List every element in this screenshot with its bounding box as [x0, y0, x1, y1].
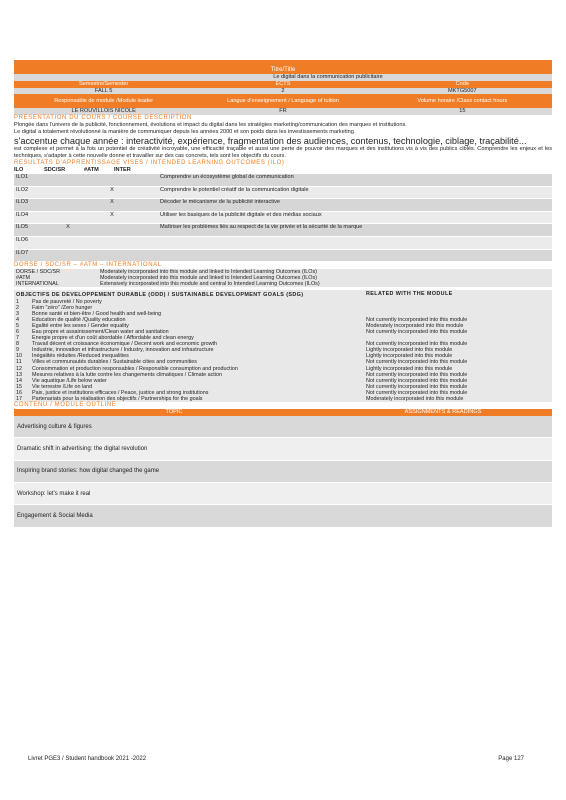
- outcome-id: ILO2: [14, 186, 46, 199]
- legend-text: Moderately incorporated into this module and linked to Intended Learning Outcomes (ILOs): [100, 275, 317, 282]
- syllabus-page: [14, 60, 552, 528]
- sdg-relation: Not currently incorporated into this module: [366, 316, 468, 323]
- presentation-p3: s'accentue chaque année : interactivité, expérience, fragmentation des audiences, contenus, technologie, ciblage, traçabilité...: [14, 136, 527, 147]
- sdg-goal: Industrie, innovation et infrastructure / Industry, innovation and infrastructure: [32, 347, 214, 354]
- sdg-number: 15: [16, 383, 22, 390]
- outcome-text: Utiliser les basiques de la publicité digitale et des médias sociaux: [158, 211, 552, 224]
- legend-table: [14, 269, 552, 287]
- outcome-atm-mark: [90, 249, 134, 262]
- sdg-relation: Not currently incorporated into this module: [366, 371, 468, 378]
- sdg-relation: Moderately incorporated into this module: [366, 322, 464, 329]
- sdg-relation: Lightly incorporated into this module: [366, 347, 453, 354]
- legend-text: Moderately incorporated into this module and linked to Intended Learning Outcomes (ILOs): [100, 269, 317, 276]
- sdg-relation: Not currently incorporated into this module: [366, 341, 468, 348]
- sdg-goal: Bonne santé et bien-être / Good health and well-being: [32, 310, 162, 317]
- outcome-text: Décoder le mécanisme de la publicité interactive: [158, 199, 552, 212]
- sdg-relation: Moderately incorporated into this module: [366, 396, 464, 403]
- topic-row: [14, 460, 552, 482]
- topic-name: Inspiring brand stories: how digital changed the game: [14, 460, 334, 482]
- outcome-id: ILO5: [14, 224, 46, 237]
- topic-assignment: [334, 483, 552, 505]
- language-label: Langue d'enseignement / Language of tuition: [227, 97, 339, 104]
- outcome-inter-mark: [134, 199, 158, 212]
- col-ilo: ILO: [14, 167, 24, 174]
- outcome-inter-mark: [134, 224, 158, 237]
- sdg-number: 12: [16, 365, 22, 372]
- sdg-number: 17: [16, 396, 22, 403]
- outcome-inter-mark: [134, 174, 158, 186]
- outcome-text: Maîtriser les problèmes liés au respect de la vie privée et la sécurité de la marque: [158, 224, 552, 237]
- presentation-heading: PRESENTATION DU COURS / COURSE DESCRIPTION: [14, 115, 192, 122]
- sdg-number: 3: [16, 310, 19, 317]
- sdg-goal: Mesures relatives à la lutte contre les changements climatiques / Climate action: [32, 371, 222, 378]
- outcome-inter-mark: [134, 249, 158, 262]
- ects-value: 2: [281, 87, 285, 94]
- col-inter: INTER: [114, 167, 131, 174]
- outcome-inter-mark: [134, 211, 158, 224]
- col-topic: TOPIC: [165, 409, 183, 416]
- topic-name: Dramatic shift in advertising: the digital revolution: [14, 438, 334, 460]
- hours-label: Volume horaire /Class contact hours: [417, 97, 508, 104]
- outcome-scr-mark: X: [46, 224, 90, 237]
- sdg-relation: Not currently incorporated into this module: [366, 383, 468, 390]
- outcomes-header: [14, 167, 552, 174]
- outcome-scr-mark: [46, 174, 90, 186]
- legend-heading: DORSE / SDC/SR – #ATM – INTERNATIONAL: [14, 262, 162, 269]
- page-footer: [28, 756, 524, 762]
- code-label: Code: [455, 80, 469, 87]
- semester-label: Semestre/Semester: [78, 80, 129, 87]
- sdg-goal: Partenariats pour la réalisation des objectifs / Partnerships for the goals: [32, 396, 203, 403]
- outcome-atm-mark: [90, 224, 134, 237]
- sdg-number: 8: [16, 341, 19, 348]
- responsible-header-row: [14, 94, 552, 108]
- semester-value-row: [14, 88, 552, 95]
- semester-value: FALL 5: [94, 87, 113, 94]
- topic-assignment: [334, 416, 552, 438]
- topic-name: Advertising culture & figures: [14, 416, 334, 438]
- sdg-number: 10: [16, 353, 22, 360]
- sdg-goal: Villes et communautés durables / Sustainable cities and communities: [32, 359, 197, 366]
- sdg-number: 1: [16, 298, 19, 305]
- title-bar: [14, 60, 552, 67]
- outcome-inter-mark: [134, 236, 158, 249]
- outcome-id: ILO1: [14, 174, 46, 186]
- contents-heading: CONTENU / MODULE OUTLINE: [14, 402, 117, 409]
- topic-row: [14, 483, 552, 505]
- semester-header-row: [14, 81, 552, 88]
- outcomes-table: [14, 174, 552, 262]
- outcome-scr-mark: [46, 211, 90, 224]
- col-assignments: ASSIGNMENTS & READINGS: [404, 409, 482, 416]
- topic-name: Workshop: let's make it real: [14, 483, 334, 505]
- topic-assignment: [334, 460, 552, 482]
- sdg-relation: Not currently incorporated into this module: [366, 359, 468, 366]
- title-label: Titre/Title: [14, 67, 552, 74]
- outcome-atm-mark: [90, 236, 134, 249]
- outcome-id: ILO7: [14, 249, 46, 262]
- col-atm: #ATM: [84, 167, 99, 174]
- sdg-relation: Lightly incorporated into this module: [366, 365, 453, 372]
- sdg-goal: Paix, justice et institutions efficaces / Peace, justice and strong institutions: [32, 389, 209, 396]
- topic-name: Engagement & Social Media: [14, 505, 334, 527]
- sdg-goal: Faim "zéro" /Zero hunger: [32, 304, 93, 311]
- responsible-value: LE ROUVILLOIS NICOLE: [71, 108, 136, 115]
- contents-table: [14, 416, 552, 528]
- title-row: [14, 74, 552, 81]
- sdg-goal: Eau propre et assainissement/Clean water and sanitation: [32, 328, 169, 335]
- presentation-p2: Le digital a totalement révolutionné la manière de communiquer depuis les années 2000 et son poids dans les investissements marketing: [14, 129, 354, 136]
- presentation-p1: Plongée dans l'univers de la publicité, fonctionnement, évolutions et impact du digital dans les stratégies marketing/communication des marques et institutions.: [14, 122, 407, 129]
- outcome-id: ILO4: [14, 211, 46, 224]
- sdg-number: 7: [16, 335, 19, 342]
- presentation-p4: est complexe et permet à la fois un potentiel de créativité incroyable, une efficacité traçable et aussi une perte de pouvoir des marques et des institutions vis à vis des publics ciblés. Comprendre les enjeux et les techniques, s'adapter à cette nouvelle donne et travailler sur des cas concrets, tels sont les objectifs du cours.: [14, 146, 552, 160]
- sdg-number: 9: [16, 347, 19, 354]
- legend-key: INTERNATIONAL: [16, 281, 59, 288]
- outcome-scr-mark: [46, 236, 90, 249]
- sdg-heading: OBJECTIFS DE DEVELOPPEMENT DURABLE (ODD) / SUSTAINABLE DEVELOPMENT GOALS (SDG): [16, 292, 304, 299]
- sdg-relation: Not currently incorporated into this module: [366, 377, 468, 384]
- sdg-goal: Energie propre et d'un coût abordable / Affordable and clean energy: [32, 335, 194, 342]
- sdg-goal: Egalité entre les sexes / Gender equality: [32, 322, 129, 329]
- topic-row: [14, 438, 552, 460]
- outcome-atm-mark: X: [90, 186, 134, 199]
- responsible-value-row: [14, 108, 552, 115]
- sdg-number: 6: [16, 328, 19, 335]
- outcome-text: [158, 236, 552, 249]
- outcome-row: [14, 199, 552, 212]
- outcome-row: [14, 249, 552, 262]
- sdg-number: 5: [16, 322, 19, 329]
- sdg-number: 13: [16, 371, 22, 378]
- outcome-text: Comprendre un écosystème global de communication: [158, 174, 552, 186]
- sdg-relation: Not currently incorporated into this module: [366, 389, 468, 396]
- legend-key: #ATM: [16, 275, 30, 282]
- sdg-number: 16: [16, 389, 22, 396]
- outcome-inter-mark: [134, 186, 158, 199]
- language-value: FR: [279, 108, 287, 115]
- hours-value: 15: [459, 108, 466, 115]
- sdg-number: 4: [16, 316, 19, 323]
- sdg-relation: Not currently incorporated into this module: [366, 328, 468, 335]
- outcome-scr-mark: [46, 199, 90, 212]
- responsible-label: Responsable de module /Module leader: [54, 97, 154, 104]
- legend-key: DORSE / SDC/SR: [16, 269, 61, 276]
- sdg-table: [14, 290, 552, 402]
- topic-assignment: [334, 505, 552, 527]
- sdg-goal: Consommation et production responsables / Responsible consumption and production: [32, 365, 238, 372]
- sdg-number: 14: [16, 377, 22, 384]
- outcomes-heading: RESULTATS D'APPRENTISSAGE VISES / INTENDED LEARNING OUTCOMES (ILO): [14, 160, 285, 167]
- col-scr: SDC/SR: [44, 167, 66, 174]
- sdg-goal: Education de qualité /Quality education: [32, 316, 126, 323]
- topic-row: [14, 416, 552, 438]
- topic-assignment: [334, 438, 552, 460]
- outcome-id: ILO6: [14, 236, 46, 249]
- sdg-related-heading: RELATED WITH THE MODULE: [366, 291, 453, 298]
- sdg-relation: Lightly incorporated into this module: [366, 353, 453, 360]
- outcome-row: [14, 236, 552, 249]
- footer-page-number: Page 127: [498, 756, 524, 762]
- contents-header: [14, 409, 552, 416]
- sdg-number: 2: [16, 304, 19, 311]
- sdg-goal: Vie terrestre /Life on land: [32, 383, 93, 390]
- topic-row: [14, 505, 552, 527]
- title-value: Le digital dans la communication publicitaire: [273, 74, 383, 80]
- sdg-number: 11: [16, 359, 22, 366]
- outcome-text: [158, 249, 552, 262]
- sdg-goal: Vie aquatique /Life below water: [32, 377, 107, 384]
- outcome-atm-mark: X: [90, 211, 134, 224]
- ects-label: ECTS: [275, 80, 291, 87]
- sdg-goal: Inégalités réduites /Reduced inequalities: [32, 353, 129, 360]
- outcome-text: Comprendre le potentiel créatif de la communication digitale: [158, 186, 552, 199]
- outcome-row: [14, 186, 552, 199]
- legend-text: Extensively incorporated into this module and central to Intended Learning Outcomes (ILOs): [100, 281, 320, 288]
- outcome-row: [14, 224, 552, 237]
- outcome-scr-mark: [46, 249, 90, 262]
- sdg-goal: Travail décent et croissance économique / Decent work and economic growth: [32, 341, 217, 348]
- outcome-row: [14, 174, 552, 186]
- outcome-id: ILO3: [14, 199, 46, 212]
- outcome-scr-mark: [46, 186, 90, 199]
- code-value: MKTG5007: [448, 87, 477, 94]
- outcome-atm-mark: X: [90, 199, 134, 212]
- outcome-row: [14, 211, 552, 224]
- sdg-goal: Pas de pauvreté / No poverty: [32, 298, 102, 305]
- footer-handbook: Livret PGE3 / Student handbook 2021 -2022: [28, 756, 147, 762]
- outcome-atm-mark: [90, 174, 134, 186]
